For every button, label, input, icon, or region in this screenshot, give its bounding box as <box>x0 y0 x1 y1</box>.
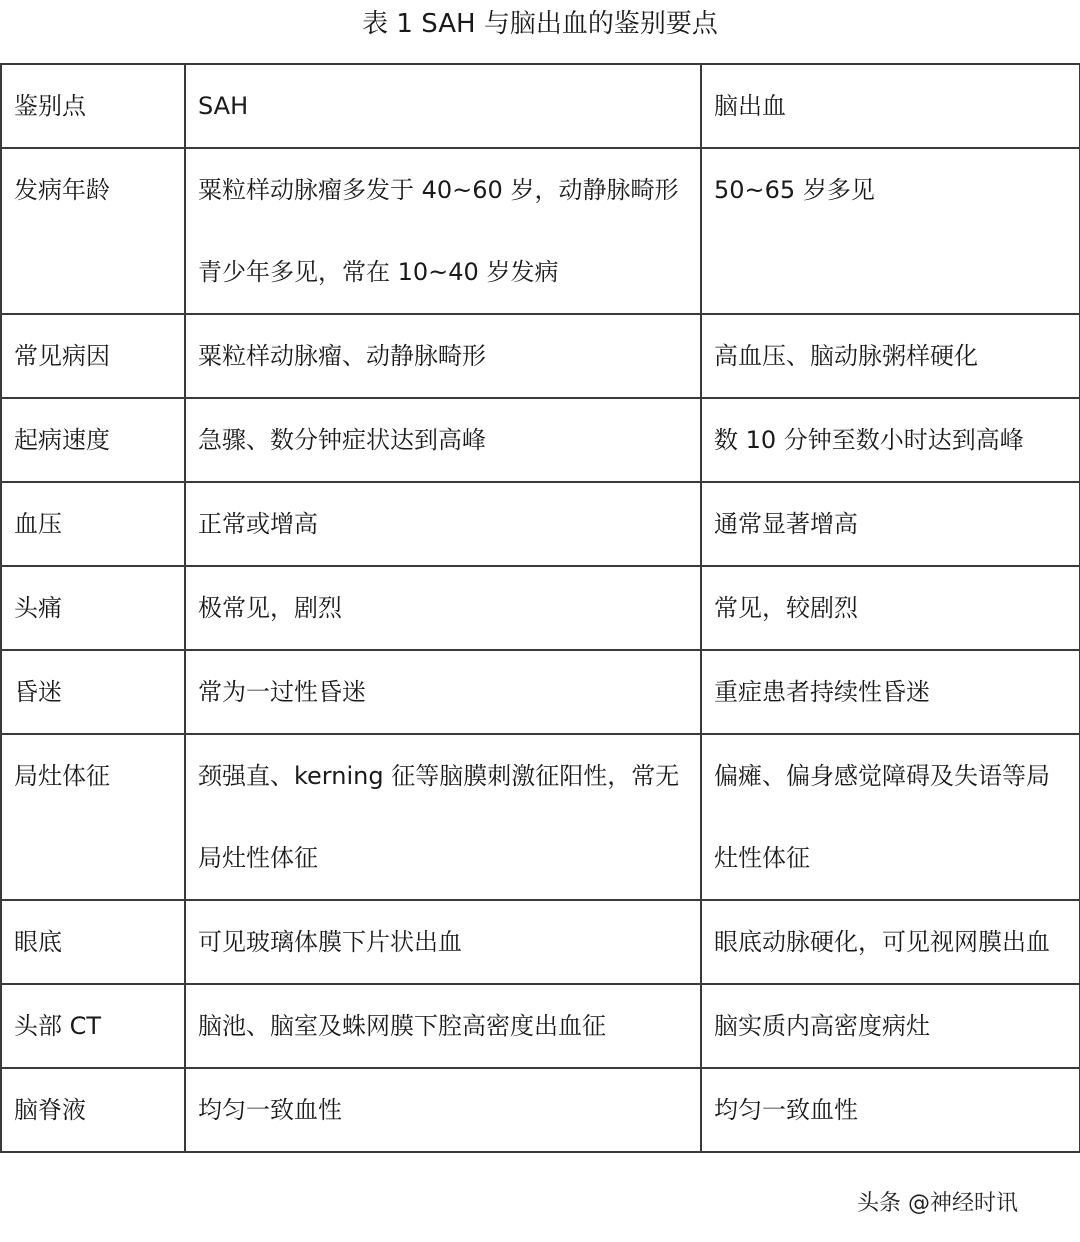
table-row <box>1 650 1080 734</box>
cell-point: 脑脊液 <box>1 1068 185 1152</box>
table-row <box>1 566 1080 650</box>
cell-ich: 重症患者持续性昏迷 <box>701 650 1080 734</box>
cell-point: 头部 CT <box>1 984 185 1068</box>
table-row <box>1 148 1080 314</box>
cell-ich: 常见，较剧烈 <box>701 566 1080 650</box>
cell-point: 常见病因 <box>1 314 185 398</box>
cell-ich: 眼底动脉硬化，可见视网膜出血 <box>701 900 1080 984</box>
table-row <box>1 314 1080 398</box>
cell-sah: 正常或增高 <box>185 482 701 566</box>
table-row <box>1 1068 1080 1152</box>
cell-ich: 数 10 分钟至数小时达到高峰 <box>701 398 1080 482</box>
table-row <box>1 900 1080 984</box>
table-header-row <box>1 64 1080 148</box>
cell-point: 起病速度 <box>1 398 185 482</box>
comparison-table <box>0 63 1080 1153</box>
cell-ich: 通常显著增高 <box>701 482 1080 566</box>
table-title: 表 1 SAH 与脑出血的鉴别要点 <box>362 9 718 39</box>
cell-sah: 粟粒样动脉瘤多发于 40~60 岁，动静脉畸形青少年多见，常在 10~40 岁发病 <box>185 148 701 314</box>
cell-sah: 均匀一致血性 <box>185 1068 701 1152</box>
watermark: 头条 @神经时讯 <box>857 1186 1018 1217</box>
cell-ich: 脑实质内高密度病灶 <box>701 984 1080 1068</box>
cell-sah: 粟粒样动脉瘤、动静脉畸形 <box>185 314 701 398</box>
header-point: 鉴别点 <box>1 64 185 148</box>
cell-sah: 脑池、脑室及蛛网膜下腔高密度出血征 <box>185 984 701 1068</box>
cell-point: 眼底 <box>1 900 185 984</box>
cell-point: 局灶体征 <box>1 734 185 900</box>
cell-point: 发病年龄 <box>1 148 185 314</box>
table-row <box>1 482 1080 566</box>
cell-ich: 高血压、脑动脉粥样硬化 <box>701 314 1080 398</box>
cell-sah: 极常见，剧烈 <box>185 566 701 650</box>
header-sah: SAH <box>185 64 701 148</box>
cell-sah: 急骤、数分钟症状达到高峰 <box>185 398 701 482</box>
cell-sah: 颈强直、kerning 征等脑膜刺激征阳性，常无局灶性体征 <box>185 734 701 900</box>
cell-ich: 偏瘫、偏身感觉障碍及失语等局灶性体征 <box>701 734 1080 900</box>
cell-point: 昏迷 <box>1 650 185 734</box>
cell-sah: 常为一过性昏迷 <box>185 650 701 734</box>
cell-point: 头痛 <box>1 566 185 650</box>
table-row <box>1 984 1080 1068</box>
cell-ich: 均匀一致血性 <box>701 1068 1080 1152</box>
cell-ich: 50~65 岁多见 <box>701 148 1080 314</box>
header-ich: 脑出血 <box>701 64 1080 148</box>
table-row <box>1 398 1080 482</box>
cell-point: 血压 <box>1 482 185 566</box>
cell-sah: 可见玻璃体膜下片状出血 <box>185 900 701 984</box>
table-row <box>1 734 1080 900</box>
